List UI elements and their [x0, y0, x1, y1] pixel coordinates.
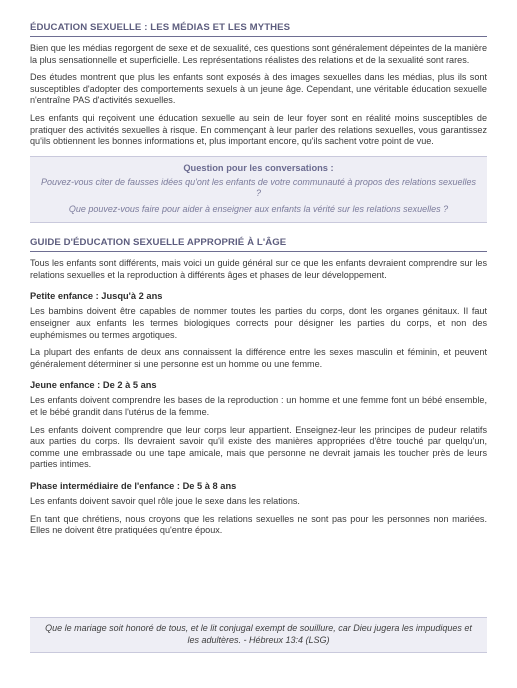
paragraph: La plupart des enfants de deux ans connaissent la différence entre les sexes masculin et féminin, et peuvent généralement déterminer si une personne est un homme ou une femme. — [30, 347, 487, 369]
question-line: Pouvez-vous citer de fausses idées qu'ont les enfants de votre communauté à propos des relations sexuelles ? — [41, 176, 476, 199]
stage-title: Jeune enfance : De 2 à 5 ans — [30, 380, 157, 391]
stage-title: Phase intermédiaire de l'enfance : De 5 à 8 ans — [30, 480, 237, 491]
paragraph: En tant que chrétiens, nous croyons que les relations sexuelles ne sont pas pour les personnes non mariées. Elles ne doivent être pratiquées qu'entre époux. — [30, 513, 487, 536]
section-age-guide — [30, 237, 487, 537]
section-title-media-myths: ÉDUCATION SEXUELLE : LES MÉDIAS ET LES MYTHES — [30, 22, 487, 37]
paragraph: Les enfants doivent savoir quel rôle joue le sexe dans les relations. — [30, 495, 300, 506]
question-line: Que pouvez-vous faire pour aider à enseigner aux enfants la vérité sur les relations sexuelles ? — [68, 203, 449, 214]
paragraph: Les enfants doivent comprendre les bases de la reproduction : un homme et une femme font un bébé ensemble, et le bébé grandit dans l'utérus de la femme. — [30, 395, 487, 417]
scripture-quote: Que le mariage soit honoré de tous, et le lit conjugal exempt de souillure, car Dieu jugera les impudiques et les adultères. - Hébreux 13:4 (LSG) — [45, 623, 472, 645]
paragraph: Les enfants qui reçoivent une éducation sexuelle au sein de leur foyer sont en réalité moins susceptibles de pratiquer des activités sexuelles à risque. En commençant à leur parler des relations sexuelles, vous garantissez qu'ils obtiennent les bonnes informations et, plus important encore, qu'ils sachent votre point de vue. — [30, 112, 487, 147]
paragraph: Des études montrent que plus les enfants sont exposés à des images sexuelles dans les médias, plus ils sont susceptibles d'adopter des comportements sexuels à un jeune âge. Cependant, une véritable éducation sexuelle n'entraîne PAS d'activités sexuelles. — [30, 72, 487, 106]
guide-intro: Tous les enfants sont différents, mais voici un guide général sur ce que les enfants devraient comprendre sur les relations sexuelles et la reproduction à différents âges et phases de leur développement. — [30, 258, 487, 280]
scripture-quote-box — [30, 617, 487, 653]
section-media-myths — [30, 22, 487, 148]
question-box-title: Question pour les conversations : — [183, 162, 334, 173]
conversation-question-box — [30, 156, 487, 224]
stage-title: Petite enfance : Jusqu'à 2 ans — [30, 291, 163, 302]
paragraph: Bien que les médias regorgent de sexe et de sexualité, ces questions sont généralement dépeintes de la manière la plus sensationnelle et superficielle. Les représentations réalistes des relations et de la sexualité sont rares. — [30, 43, 487, 65]
section-title-age-guide: GUIDE D'ÉDUCATION SEXUELLE APPROPRIÉ À L'ÂGE — [30, 237, 487, 252]
paragraph: Les bambins doivent être capables de nommer toutes les parties du corps, dont les organes génitaux. Il faut enseigner aux enfants les termes biologiques corrects pour désigner les parties du corps, et non des euphémismes ou termes argotiques. — [30, 306, 487, 340]
paragraph: Les enfants doivent comprendre que leur corps leur appartient. Enseignez-leur les principes de pudeur relatifs aux parties du corps. Ils devraient savoir qu'il existe des manières appropriées d'être touché par quelqu'un, comme une embrassade ou une tape amicale, mais que personne ne devrait jamais les toucher près de leurs parties intimes. — [30, 424, 487, 470]
